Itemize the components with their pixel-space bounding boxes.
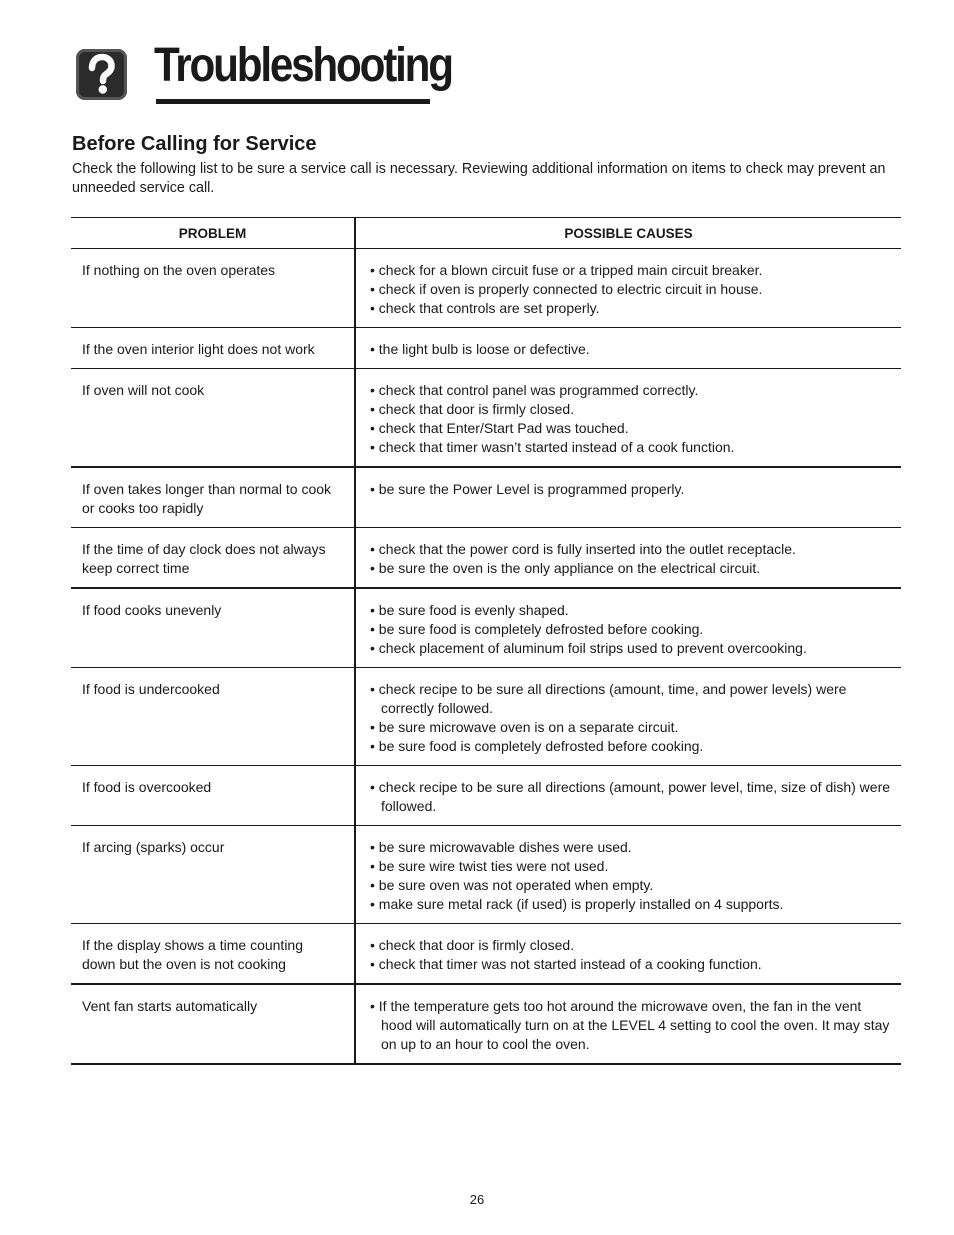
table-row [71, 328, 901, 369]
problem-cell: If arcing (sparks) occur [71, 826, 355, 924]
problem-cell: If food is undercooked [71, 668, 355, 766]
cause-item: • check that controls are set properly. [370, 300, 600, 316]
cause-item: • check that control panel was programmed correctly. [370, 382, 699, 398]
column-header-causes: POSSIBLE CAUSES [355, 218, 901, 249]
cause-item: • be sure oven was not operated when empty. [370, 877, 654, 893]
cause-item: • be sure the Power Level is programmed properly. [370, 481, 685, 497]
problem-cell: If the oven interior light does not work [71, 328, 355, 369]
table-header-row [71, 218, 901, 249]
table-row [71, 369, 901, 468]
troubleshooting-table [71, 217, 901, 1065]
cause-item: • check for a blown circuit fuse or a tripped main circuit breaker. [370, 262, 763, 278]
page-header [74, 40, 454, 110]
cause-item: • check that Enter/Start Pad was touched. [370, 420, 629, 436]
cause-item: • be sure microwave oven is on a separate circuit. [370, 719, 679, 735]
causes-cell [355, 369, 901, 468]
column-header-problem: PROBLEM [71, 218, 355, 249]
problem-cell: If the time of day clock does not always keep correct time [71, 528, 355, 589]
problem-cell: If nothing on the oven operates [71, 249, 355, 328]
causes-cell [355, 588, 901, 668]
problem-cell: If food is overcooked [71, 766, 355, 826]
causes-cell [355, 766, 901, 826]
table-row [71, 467, 901, 528]
table-row [71, 588, 901, 668]
table-row [71, 826, 901, 924]
table-row [71, 528, 901, 589]
cause-item: • be sure microwavable dishes were used. [370, 839, 632, 855]
cause-item: • check that door is firmly closed. [370, 401, 575, 417]
causes-cell [355, 826, 901, 924]
page-number: 26 [469, 1192, 485, 1207]
causes-cell [355, 528, 901, 589]
causes-cell [355, 467, 901, 528]
problem-cell: If oven will not cook [71, 369, 355, 468]
cause-item: • be sure wire twist ties were not used. [370, 858, 609, 874]
cause-item: • check that door is firmly closed. [370, 937, 575, 953]
page-title: Troubleshooting [154, 39, 452, 92]
cause-item: • be sure food is completely defrosted before cooking. [370, 621, 704, 637]
cause-item: • check recipe to be sure all directions (amount, power level, time, size of dish) were followed. [370, 779, 891, 814]
cause-item: • be sure food is evenly shaped. [370, 602, 569, 618]
table-body [71, 249, 901, 1065]
cause-item: • the light bulb is loose or defective. [370, 341, 590, 357]
problem-cell: Vent fan starts automatically [71, 984, 355, 1064]
cause-item: • be sure the oven is the only appliance on the electrical circuit. [370, 560, 761, 576]
table-row [71, 924, 901, 985]
cause-item: • check that the power cord is fully inserted into the outlet receptacle. [370, 541, 796, 557]
intro-paragraph: Check the following list to be sure a service call is necessary. Reviewing additional information on items to check may prevent an unneeded service call. [72, 161, 886, 196]
problem-cell: If the display shows a time counting down but the oven is not cooking [71, 924, 355, 985]
table-row [71, 668, 901, 766]
cause-item: • check if oven is properly connected to electric circuit in house. [370, 281, 763, 297]
cause-item: • make sure metal rack (if used) is properly installed on 4 supports. [370, 896, 784, 912]
causes-cell [355, 668, 901, 766]
causes-cell [355, 924, 901, 985]
cause-item: • check that timer was not started instead of a cooking function. [370, 956, 762, 972]
cause-item: • check that timer wasn’t started instead of a cook function. [370, 439, 735, 455]
cause-item: • If the temperature gets too hot around the microwave oven, the fan in the vent hood will automatically turn on at the LEVEL 4 setting to cool the oven. It may stay on up to an hour to cool the oven. [370, 998, 890, 1052]
causes-cell [355, 984, 901, 1064]
table-row [71, 766, 901, 826]
cause-item: • check recipe to be sure all directions (amount, time, and power levels) were correctly followed. [370, 681, 847, 716]
cause-item: • check placement of aluminum foil strips used to prevent overcooking. [370, 640, 807, 656]
causes-cell [355, 249, 901, 328]
question-mark-icon [76, 49, 127, 100]
table-row [71, 984, 901, 1064]
table-row [71, 249, 901, 328]
problem-cell: If food cooks unevenly [71, 588, 355, 668]
causes-cell [355, 328, 901, 369]
cause-item: • be sure food is completely defrosted before cooking. [370, 738, 704, 754]
problem-cell: If oven takes longer than normal to cook or cooks too rapidly [71, 467, 355, 528]
section-heading: Before Calling for Service [72, 133, 317, 155]
title-underline [156, 99, 430, 104]
